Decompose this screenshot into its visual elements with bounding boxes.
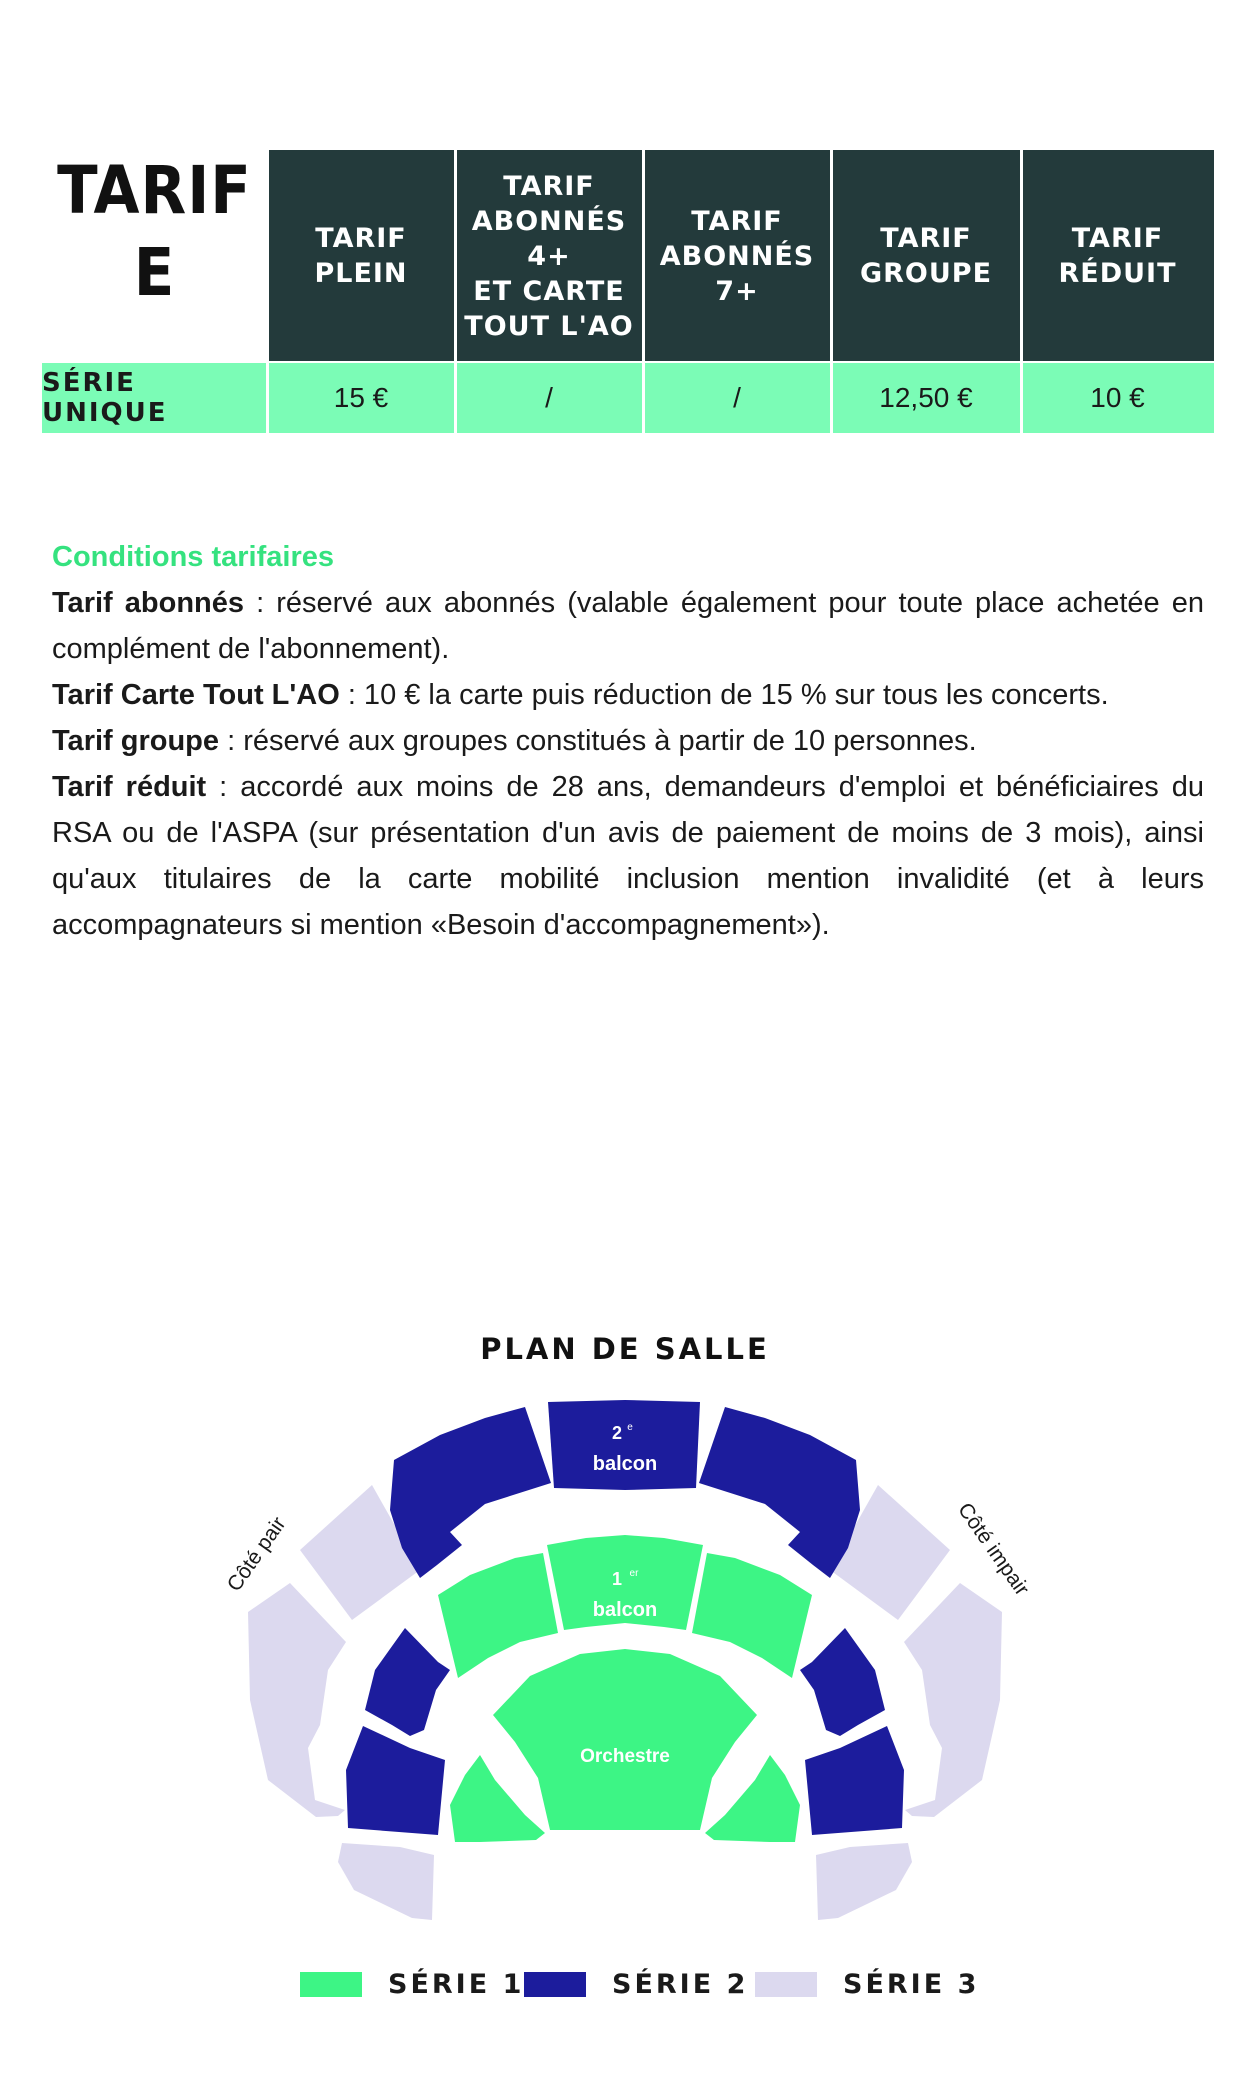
condition-groupe bbox=[52, 718, 1204, 764]
condition-text: : accordé aux moins de 28 ans, demandeurs d'emploi et bénéficiaires du RSA ou de l'ASPA (sur présentation d'un avis de paiement de moins de 3 mois), ainsi qu'aux titulaires de la carte mobilité inclusion mention invalidité (et à leurs accompagnateurs si mention «Besoin d'accompagnement»). bbox=[52, 771, 1204, 941]
seat-section-serie1 bbox=[705, 1755, 800, 1842]
balcon2-number: 2 bbox=[611, 1423, 623, 1443]
column-divider bbox=[830, 150, 833, 433]
cote-pair-label: Côté pair bbox=[222, 1512, 291, 1596]
seat-section-serie3 bbox=[816, 1843, 912, 1920]
seat-section-serie3 bbox=[248, 1583, 346, 1817]
condition-carte-tout-lao bbox=[52, 672, 1204, 718]
balcon2-label: balcon bbox=[592, 1453, 658, 1475]
column-divider bbox=[1020, 150, 1023, 433]
seat-section-serie2 bbox=[805, 1726, 904, 1835]
tarif-title-line2: E bbox=[133, 234, 176, 311]
condition-term: Tarif groupe bbox=[52, 725, 220, 757]
price-tarif-abonnes-7: / bbox=[733, 382, 741, 413]
price-tarif-reduit: 10 € bbox=[1090, 382, 1145, 413]
condition-text: : réservé aux abonnés (valable également pour toute place achetée en complément de l'abonnement). bbox=[52, 587, 1204, 665]
legend-swatch bbox=[300, 1972, 362, 1997]
seat-section-serie2 bbox=[365, 1628, 450, 1736]
row-divider bbox=[267, 361, 1214, 363]
cote-impair-label: Côté impair bbox=[953, 1498, 1034, 1600]
legend-label: SÉRIE 2 bbox=[612, 1968, 749, 2000]
serie-1-sections bbox=[438, 1535, 812, 1842]
price-tarif-plein: 15 € bbox=[333, 382, 389, 413]
header-tarif-abonnes-4: TARIF ABONNÉS 4+ ET CARTE TOUT L'AO bbox=[455, 150, 643, 362]
header-tarif-plein: TARIF PLEIN bbox=[267, 150, 455, 362]
pricing-table bbox=[0, 0, 1250, 440]
condition-term: Tarif abonnés bbox=[52, 587, 245, 619]
condition-text: : 10 € la carte puis réduction de 15 % sur tous les concerts. bbox=[339, 679, 1109, 711]
orchestre-label: Orchestre bbox=[580, 1746, 670, 1767]
condition-term: Tarif réduit bbox=[52, 771, 207, 803]
seat-section-serie3 bbox=[338, 1843, 434, 1920]
seat-section-serie1 bbox=[438, 1553, 558, 1678]
column-divider bbox=[266, 150, 269, 433]
header-tarif-abonnes-7: TARIF ABONNÉS 7+ bbox=[643, 150, 831, 362]
legend-swatch bbox=[755, 1972, 817, 1997]
legend-label: SÉRIE 3 bbox=[843, 1968, 980, 2000]
header-tarif-groupe: TARIF GROUPE bbox=[831, 150, 1021, 362]
tarif-title-line1: TARIF bbox=[57, 152, 252, 229]
balcon1-sup: er bbox=[629, 1568, 639, 1579]
conditions-heading: Conditions tarifaires bbox=[52, 541, 334, 573]
condition-reduit bbox=[52, 764, 1204, 948]
header-tarif-reduit: TARIF RÉDUIT bbox=[1021, 150, 1214, 362]
legend-item-serie-2 bbox=[524, 1964, 748, 2004]
seat-section-serie1 bbox=[450, 1755, 545, 1842]
balcon1-number: 1 bbox=[611, 1569, 623, 1589]
conditions-tarifaires bbox=[52, 534, 1204, 948]
column-divider bbox=[642, 150, 645, 433]
condition-abonnes bbox=[52, 580, 1204, 672]
seat-section-serie2 bbox=[800, 1628, 885, 1736]
seat-section-serie2 bbox=[346, 1726, 445, 1835]
condition-text: : réservé aux groupes constitués à partir de 10 personnes. bbox=[219, 725, 977, 757]
seat-section-serie1 bbox=[493, 1649, 757, 1830]
seat-section-serie3 bbox=[904, 1583, 1002, 1817]
seat-section-serie2 bbox=[699, 1407, 860, 1578]
row-label-serie-unique: SÉRIE UNIQUE bbox=[42, 368, 168, 428]
seat-section-serie2 bbox=[390, 1407, 551, 1578]
column-divider bbox=[454, 150, 457, 433]
balcon2-sup: e bbox=[627, 1422, 633, 1433]
tarif-title bbox=[42, 150, 267, 360]
plan-de-salle-title: PLAN DE SALLE bbox=[480, 1332, 770, 1366]
legend-label: SÉRIE 1 bbox=[388, 1968, 525, 2000]
legend-item-serie-3 bbox=[755, 1964, 979, 2004]
condition-term: Tarif Carte Tout L'AO bbox=[52, 679, 340, 711]
seat-section-serie2 bbox=[548, 1400, 700, 1490]
balcon1-label: balcon bbox=[592, 1599, 658, 1621]
seating-plan bbox=[0, 1380, 1250, 1940]
price-tarif-groupe: 12,50 € bbox=[879, 382, 973, 413]
legend-item-serie-1 bbox=[300, 1964, 524, 2004]
price-tarif-abonnes-4: / bbox=[545, 382, 553, 413]
legend-swatch bbox=[524, 1972, 586, 1997]
seat-section-serie1 bbox=[692, 1553, 812, 1678]
